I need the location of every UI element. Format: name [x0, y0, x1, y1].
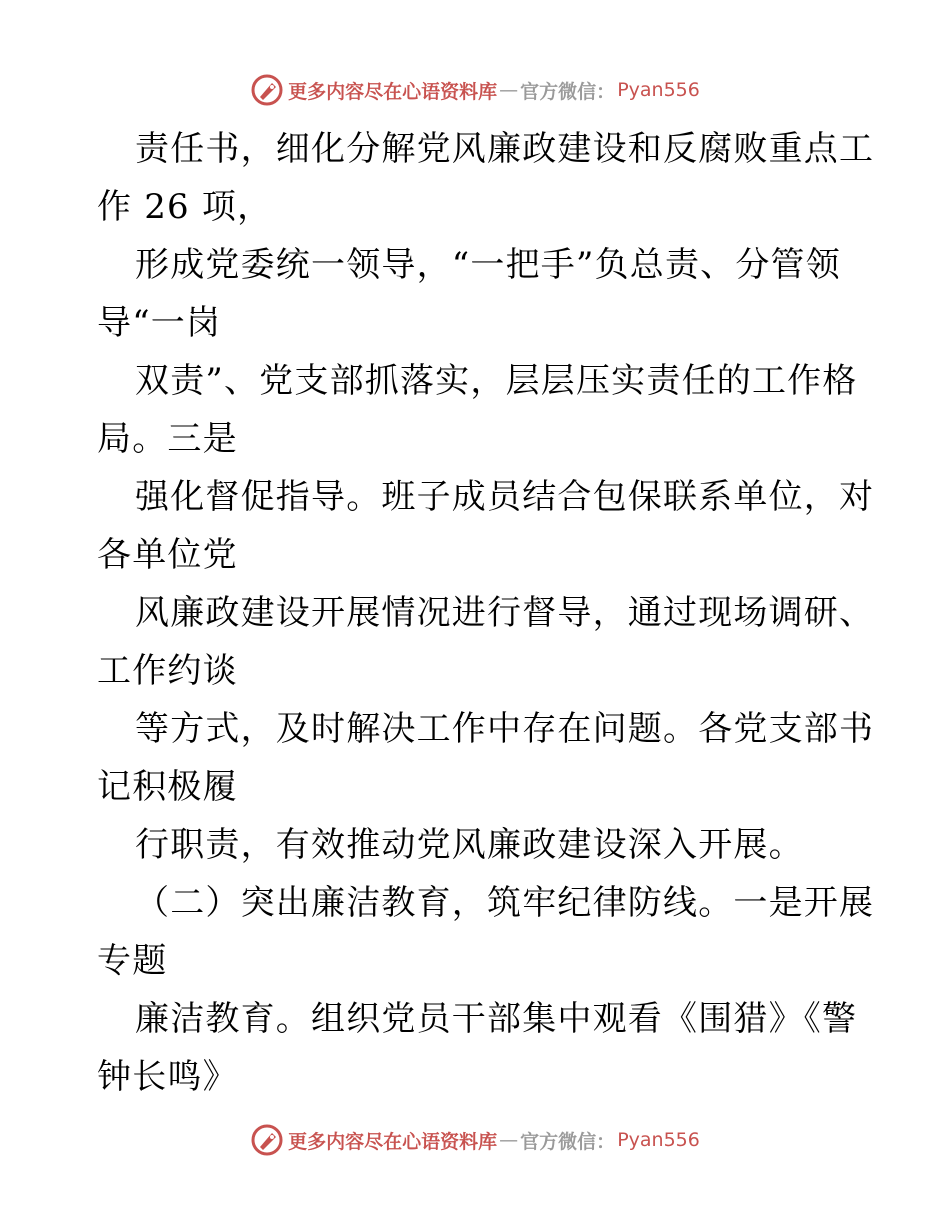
- body-text-line: 责任书，细化分解党风廉政建设和反腐败重点工: [135, 129, 875, 169]
- watermark-wechat-id: Pyan556: [617, 79, 700, 101]
- watermark-wechat-id: Pyan556: [617, 1129, 700, 1151]
- body-text-line: 导“一岗: [97, 303, 222, 343]
- body-text-line: （二）突出廉洁教育，筑牢纪律防线。一是开展: [135, 883, 875, 923]
- body-text-line: 风廉政建设开展情况进行督导，通过现场调研、: [135, 593, 875, 633]
- watermark-label: 官方微信：: [520, 1130, 616, 1153]
- body-text-line: 行职责，有效推动党风廉政建设深入开展。: [135, 825, 804, 865]
- body-text-line: 专题: [97, 941, 168, 981]
- body-text-line: 工作约谈: [97, 651, 238, 691]
- body-text-line: 强化督促指导。班子成员结合包保联系单位，对: [135, 477, 875, 517]
- header-watermark: [0, 70, 950, 110]
- body-text-line: 廉洁教育。组织党员干部集中观看《围猎》《警: [135, 999, 858, 1039]
- body-text-line: 记积极履: [97, 767, 238, 807]
- body-text-line: 形成党委统一领导，“一把手”负总责、分管领: [135, 245, 841, 285]
- watermark-site-text: 更多内容尽在心语资料库: [288, 80, 498, 103]
- watermark-site-text: 更多内容尽在心语资料库: [288, 1130, 498, 1153]
- watermark-label: 官方微信：: [520, 80, 616, 103]
- body-text-line: 等方式，及时解决工作中存在问题。各党支部书: [135, 709, 875, 749]
- watermark-separator: —: [499, 1129, 519, 1151]
- body-text-line: 各单位党: [97, 535, 238, 575]
- pen-nib-logo-icon: [250, 73, 284, 107]
- body-text-line: 作 26 项，: [97, 187, 273, 227]
- footer-watermark: [0, 1120, 950, 1160]
- pen-nib-logo-icon: [250, 1123, 284, 1157]
- body-text-line: 钟长鸣》: [97, 1057, 238, 1097]
- body-text-line: 双责”、党支部抓落实，层层压实责任的工作格: [135, 361, 858, 401]
- watermark-separator: —: [499, 79, 519, 101]
- body-text-line: 局。三是: [97, 419, 238, 459]
- document-body: [97, 120, 875, 1106]
